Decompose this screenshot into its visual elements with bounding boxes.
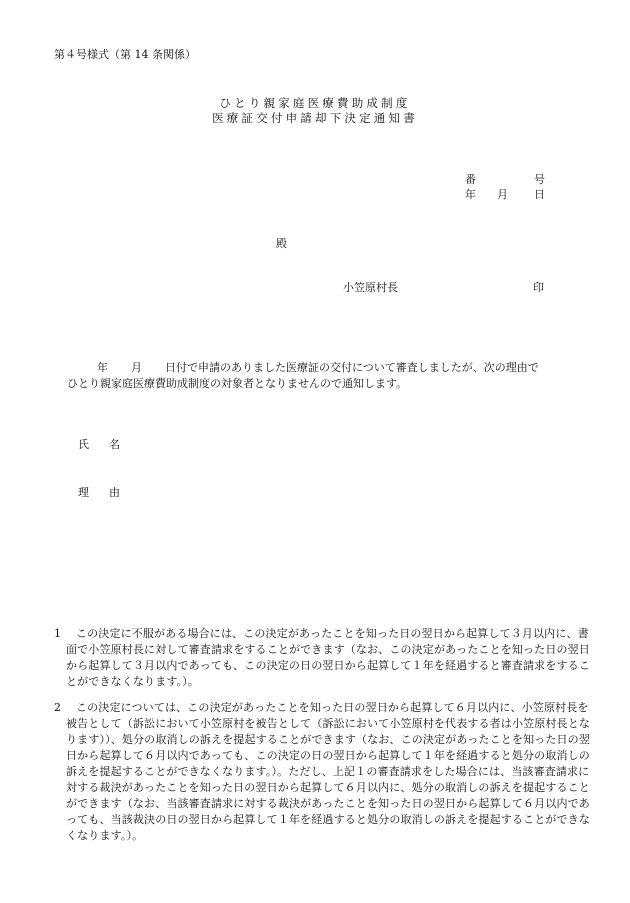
note-2-number: 2	[54, 701, 61, 714]
note-2-line-4: 日から起算して６月以内であっても、この決定の日の翌日から起算して１年を経過すると処分の取消しの	[66, 749, 590, 762]
body-line-1-text: 日付で申請のありました医療証の交付について審査しましたが、次の理由で	[165, 361, 539, 374]
document-number-label: 番	[465, 173, 476, 186]
note-2-line-3: ります））、処分の取消しの訴えを提起することができます（なお、この決定があったことを知った日の翌	[66, 733, 590, 746]
document-title-line1: ひとり親家庭医療費助成制度	[219, 96, 411, 110]
note-2-line-5: 訴えを提起することができなくなります。）。ただし、上記１の審査請求をした場合には、当該審査請求に	[66, 765, 590, 778]
body-year-label: 年	[97, 361, 108, 374]
note-2-line-6: 対する裁決があったことを知った日の翌日から起算して６月以内に、処分の取消しの訴えを提起すること	[66, 781, 590, 794]
field-name-label-1: 氏	[78, 438, 89, 451]
body-line-2: ひとり親家庭医療費助成制度の対象者となりませんので通知します。	[67, 377, 408, 390]
note-2-line-1: この決定については、この決定があったことを知った日の翌日から起算して６月以内に、小笠原村長を	[76, 701, 589, 714]
date-month-label: 月	[497, 188, 508, 201]
field-reason-label-1: 理	[78, 486, 89, 499]
document-number-suffix: 号	[534, 173, 545, 186]
field-name-label-2: 名	[109, 438, 120, 451]
date-day-label: 日	[534, 188, 545, 201]
note-2-line-7: ができます（なお、当該審査請求に対する裁決があったことを知った日の翌日から起算して６月以内であ	[66, 797, 590, 810]
note-2-line-2: 被告として（訴訟において小笠原村を被告として（訴訟において小笠原村を代表する者は小笠原村長とな	[66, 717, 590, 730]
note-2-line-9: くなります。）。	[66, 829, 144, 842]
note-1-line-4: とができなくなります。）。	[66, 675, 200, 688]
body-month-label: 月	[131, 361, 142, 374]
addressee-honorific: 殿	[276, 237, 287, 250]
field-reason-label-2: 由	[109, 486, 120, 499]
note-1-line-1: この決定に不服がある場合には、この決定があったことを知った日の翌日から起算して３月以内に、書	[76, 627, 589, 640]
form-number: 第４号様式（第 14 条関係）	[54, 48, 196, 61]
body-line-1	[97, 362, 539, 373]
date-year-label: 年	[465, 188, 476, 201]
note-1-line-2: 面で小笠原村長に対して審査請求をすることができます（なお、この決定があったことを知った日の翌日	[66, 643, 590, 656]
note-1-line-3: から起算して３月以内であっても、この決定の日の翌日から起算して１年を経過すると審査請求をするこ	[66, 659, 590, 672]
document-title-line2: 医療証交付申請却下決定通知書	[212, 111, 418, 125]
issuer-name: 小笠原村長	[343, 281, 398, 294]
note-2-line-8: っても、当該裁決の日の翌日から起算して１年を経過すると処分の取消しの訴えを提起することができな	[66, 813, 590, 826]
seal-mark: 印	[533, 281, 544, 294]
note-1-number: 1	[54, 627, 61, 640]
